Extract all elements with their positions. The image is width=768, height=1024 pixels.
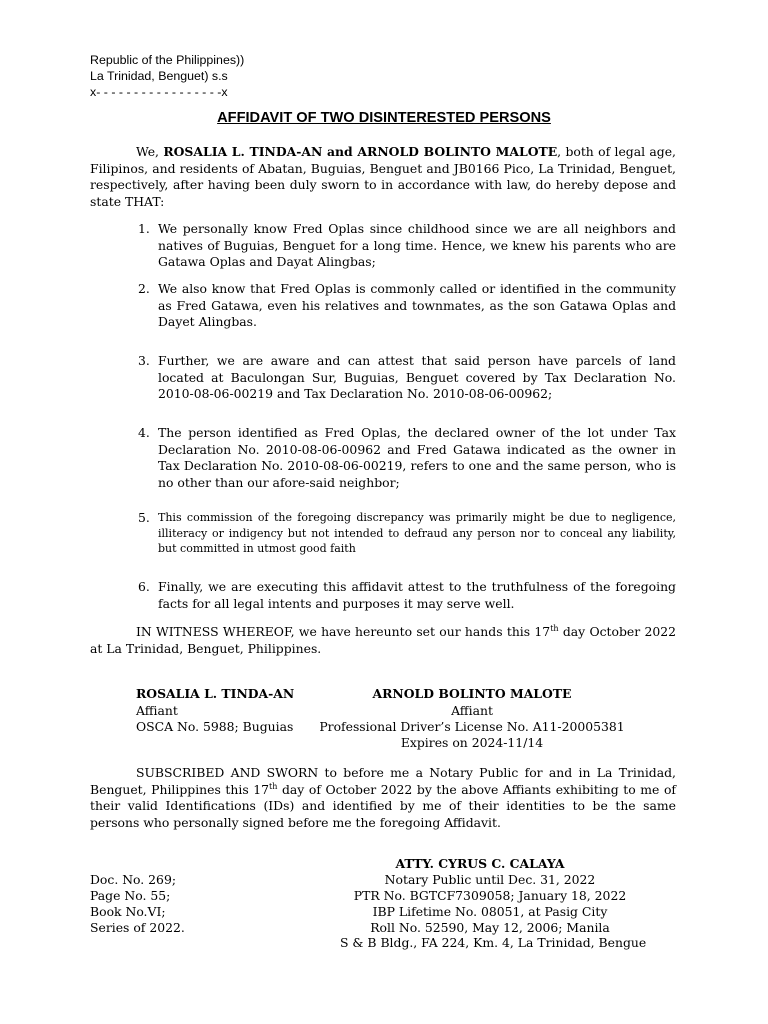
intro-paragraph: We, ROSALIA L. TINDA-AN and ARNOLD BOLINTO MALOTE, both of legal age, Filipinos, and residents of Abatan, Buguias, Benguet and JB0166 Pico, La Trinidad, Benguet, respectively, after having been duly sworn to in accordance with law, do hereby depose and state THAT: [90, 144, 676, 209]
notary-commission: Notary Public until Dec. 31, 2022 [384, 872, 596, 887]
document-title: AFFIDAVIT OF TWO DISINTERESTED PERSONS [217, 110, 551, 126]
notary-address: S & B Bldg., FA 224, Km. 4, La Trinidad, Bengue [340, 935, 647, 950]
page-number: Page No. 55; [90, 888, 171, 903]
doc-number: Doc. No. 269; [90, 872, 176, 887]
affiant1-name: ROSALIA L. TINDA-AN [136, 686, 295, 701]
notary-ibp: IBP Lifetime No. 08051, at Pasig City [372, 904, 608, 919]
affiant2-name: ARNOLD BOLINTO MALOTE [372, 686, 572, 701]
jurat-paragraph: SUBSCRIBED AND SWORN to before me a Notary Public for and in La Trinidad, Benguet, Philippines this 17th day of October 2022 by the above Affiants exhibiting to me of their valid Identifications (IDs) and identified by me of their identities to be the same persons who personally signed before me the foregoing Affidavit. [90, 765, 676, 830]
affiant-names: ROSALIA L. TINDA-AN and ARNOLD BOLINTO MALOTE [163, 144, 558, 159]
affiant1-id: OSCA No. 5988; Buguias [136, 719, 294, 734]
list-item-text: This commission of the foregoing discrepancy was primarily might be due to negligence, illiteracy or indigency but not intended to defraud any person nor to conceal any liability, but committed in utmost good faith [158, 511, 676, 556]
list-item-text: We also know that Fred Oplas is commonly called or identified in the community as Fred Gatawa, even his relatives and townmates, as the son Gatawa Oplas and Dayet Alingbas. [158, 281, 676, 330]
affiant2-expiry: Expires on 2024-11/14 [400, 735, 544, 750]
header-location: La Trinidad, Benguet) s.s [90, 69, 228, 83]
book-number: Book No.VI; [90, 904, 166, 919]
notary-roll: Roll No. 52590, May 12, 2006; Manila [370, 920, 610, 935]
list-item-text: Further, we are aware and can attest that said person have parcels of land located at Baculongan Sur, Buguias, Benguet covered by Tax Declaration No. 2010-08-06-00219 and Tax Declaration No. 2010-08-06-00962; [158, 353, 676, 402]
witness-paragraph: IN WITNESS WHEREOF, we have hereunto set our hands this 17th day October 2022 at La Trinidad, Benguet, Philippines. [90, 623, 676, 656]
list-item-text: We personally know Fred Oplas since childhood since we are all neighbors and natives of Buguias, Benguet for a long time. Hence, we knew his parents who are Gatawa Oplas and Dayat Alingbas; [158, 221, 676, 270]
header-republic: Republic of the Philippines)) [90, 53, 245, 67]
list-item-text: The person identified as Fred Oplas, the declared owner of the lot under Tax Declaration No. 2010-08-06-00962 and Fred Gatawa indicated as the owner in Tax Declaration No. 2010-08-06-00219, refers to one and the same person, who is no other than our afore-said neighbor; [158, 425, 676, 490]
list-item-text: Finally, we are executing this affidavit attest to the truthfulness of the foregoing facts for all legal intents and purposes it may serve well. [158, 579, 676, 611]
series-year: Series of 2022. [90, 920, 185, 935]
affidavit-page: Republic of the Philippines)) La Trinidad, Benguet) s.s x- - - - - - - - - - - - - - - - -x AFFIDAVIT OF TWO DISINTERESTED PERSONS We, ROSALIA L. TINDA-AN and ARNOLD BOLINTO MALOTE, both of legal age, Filipinos, and residents of Abatan, Buguias, Benguet and JB0166 Pico, La Trinidad, Benguet, respectively, after having been duly sworn to in accordance with law, do hereby depose and state THAT: 1. We personally know Fred Oplas since childhood since we are all neighbors and natives of Buguias, Benguet for a long time. Hence, we knew his parents who are Gatawa Oplas and Dayat Alingbas; 2. We also know that Fred Oplas is commonly called or identified in the community as Fred Gatawa, even his relatives and townmates, as the son Gatawa Oplas and Dayet Alingbas. 3. Further, we are aware and can attest that said person have parcels of land located at Baculongan Sur, Buguias, Benguet covered by Tax Declaration No. 2010-08-06-00219 and Tax Declaration No. 2010-08-06-00962; 4. The person identified as Fred Oplas, the declared owner of the lot under Tax Declaration No. 2010-08-06-00962 and Fred Gatawa indicated as the owner in Tax Declaration No. 2010-08-06-00219, refers to one and the same person, who is no other than our afore-said neighbor; 5. This commission of the foregoing discrepancy was primarily might be due to negligence, illiteracy or indigency but not intended to defraud any person nor to conceal any liability, but committed in utmost good faith 6. Finally, we are executing this affidavit attest to the truthfulness of the foregoing facts for all legal intents and purposes it may serve well. IN WITNESS WHEREOF, we have hereunto set our hands this 17th day October 2022 at La Trinidad, Benguet, Philippines. ROSALIA L. TINDA-AN Affiant OSCA No. 5988; Buguias ARNOLD BOLINTO MALOTE Affiant Professional Driver’s License No. A11-20005381 Expires on 2024-11/14 SUBSCRIBED AND SWORN to before me a Notary Public for and in La Trinidad, Benguet, Philippines this 17th day of October 2022 by the above Affiants exhibiting to me of their valid Identifications (IDs) and identified by me of their identities to be the same persons who personally signed before me the foregoing Affidavit. ATTY. CYRUS C. CALAYA Notary Public until Dec. 31, 2022 PTR No. BGTCF7309058; January 18, 2022 IBP Lifetime No. 08051, at Pasig City Roll No. 52590, May 12, 2006; Manila S & B Bldg., FA 224, Km. 4, La Trinidad, Bengue Doc. No. 269; Page No. 55; Book No.VI; Series of 2022. [0, 0, 768, 1024]
notary-ptr: PTR No. BGTCF7309058; January 18, 2022 [353, 888, 627, 903]
affiant2-id: Professional Driver’s License No. A11-20005381 [319, 719, 625, 734]
affiant2-role: Affiant [451, 703, 493, 718]
header-separator: x- - - - - - - - - - - - - - - - -x [90, 85, 228, 99]
notary-name: ATTY. CYRUS C. CALAYA [395, 856, 565, 871]
affiant1-role: Affiant [136, 703, 178, 718]
